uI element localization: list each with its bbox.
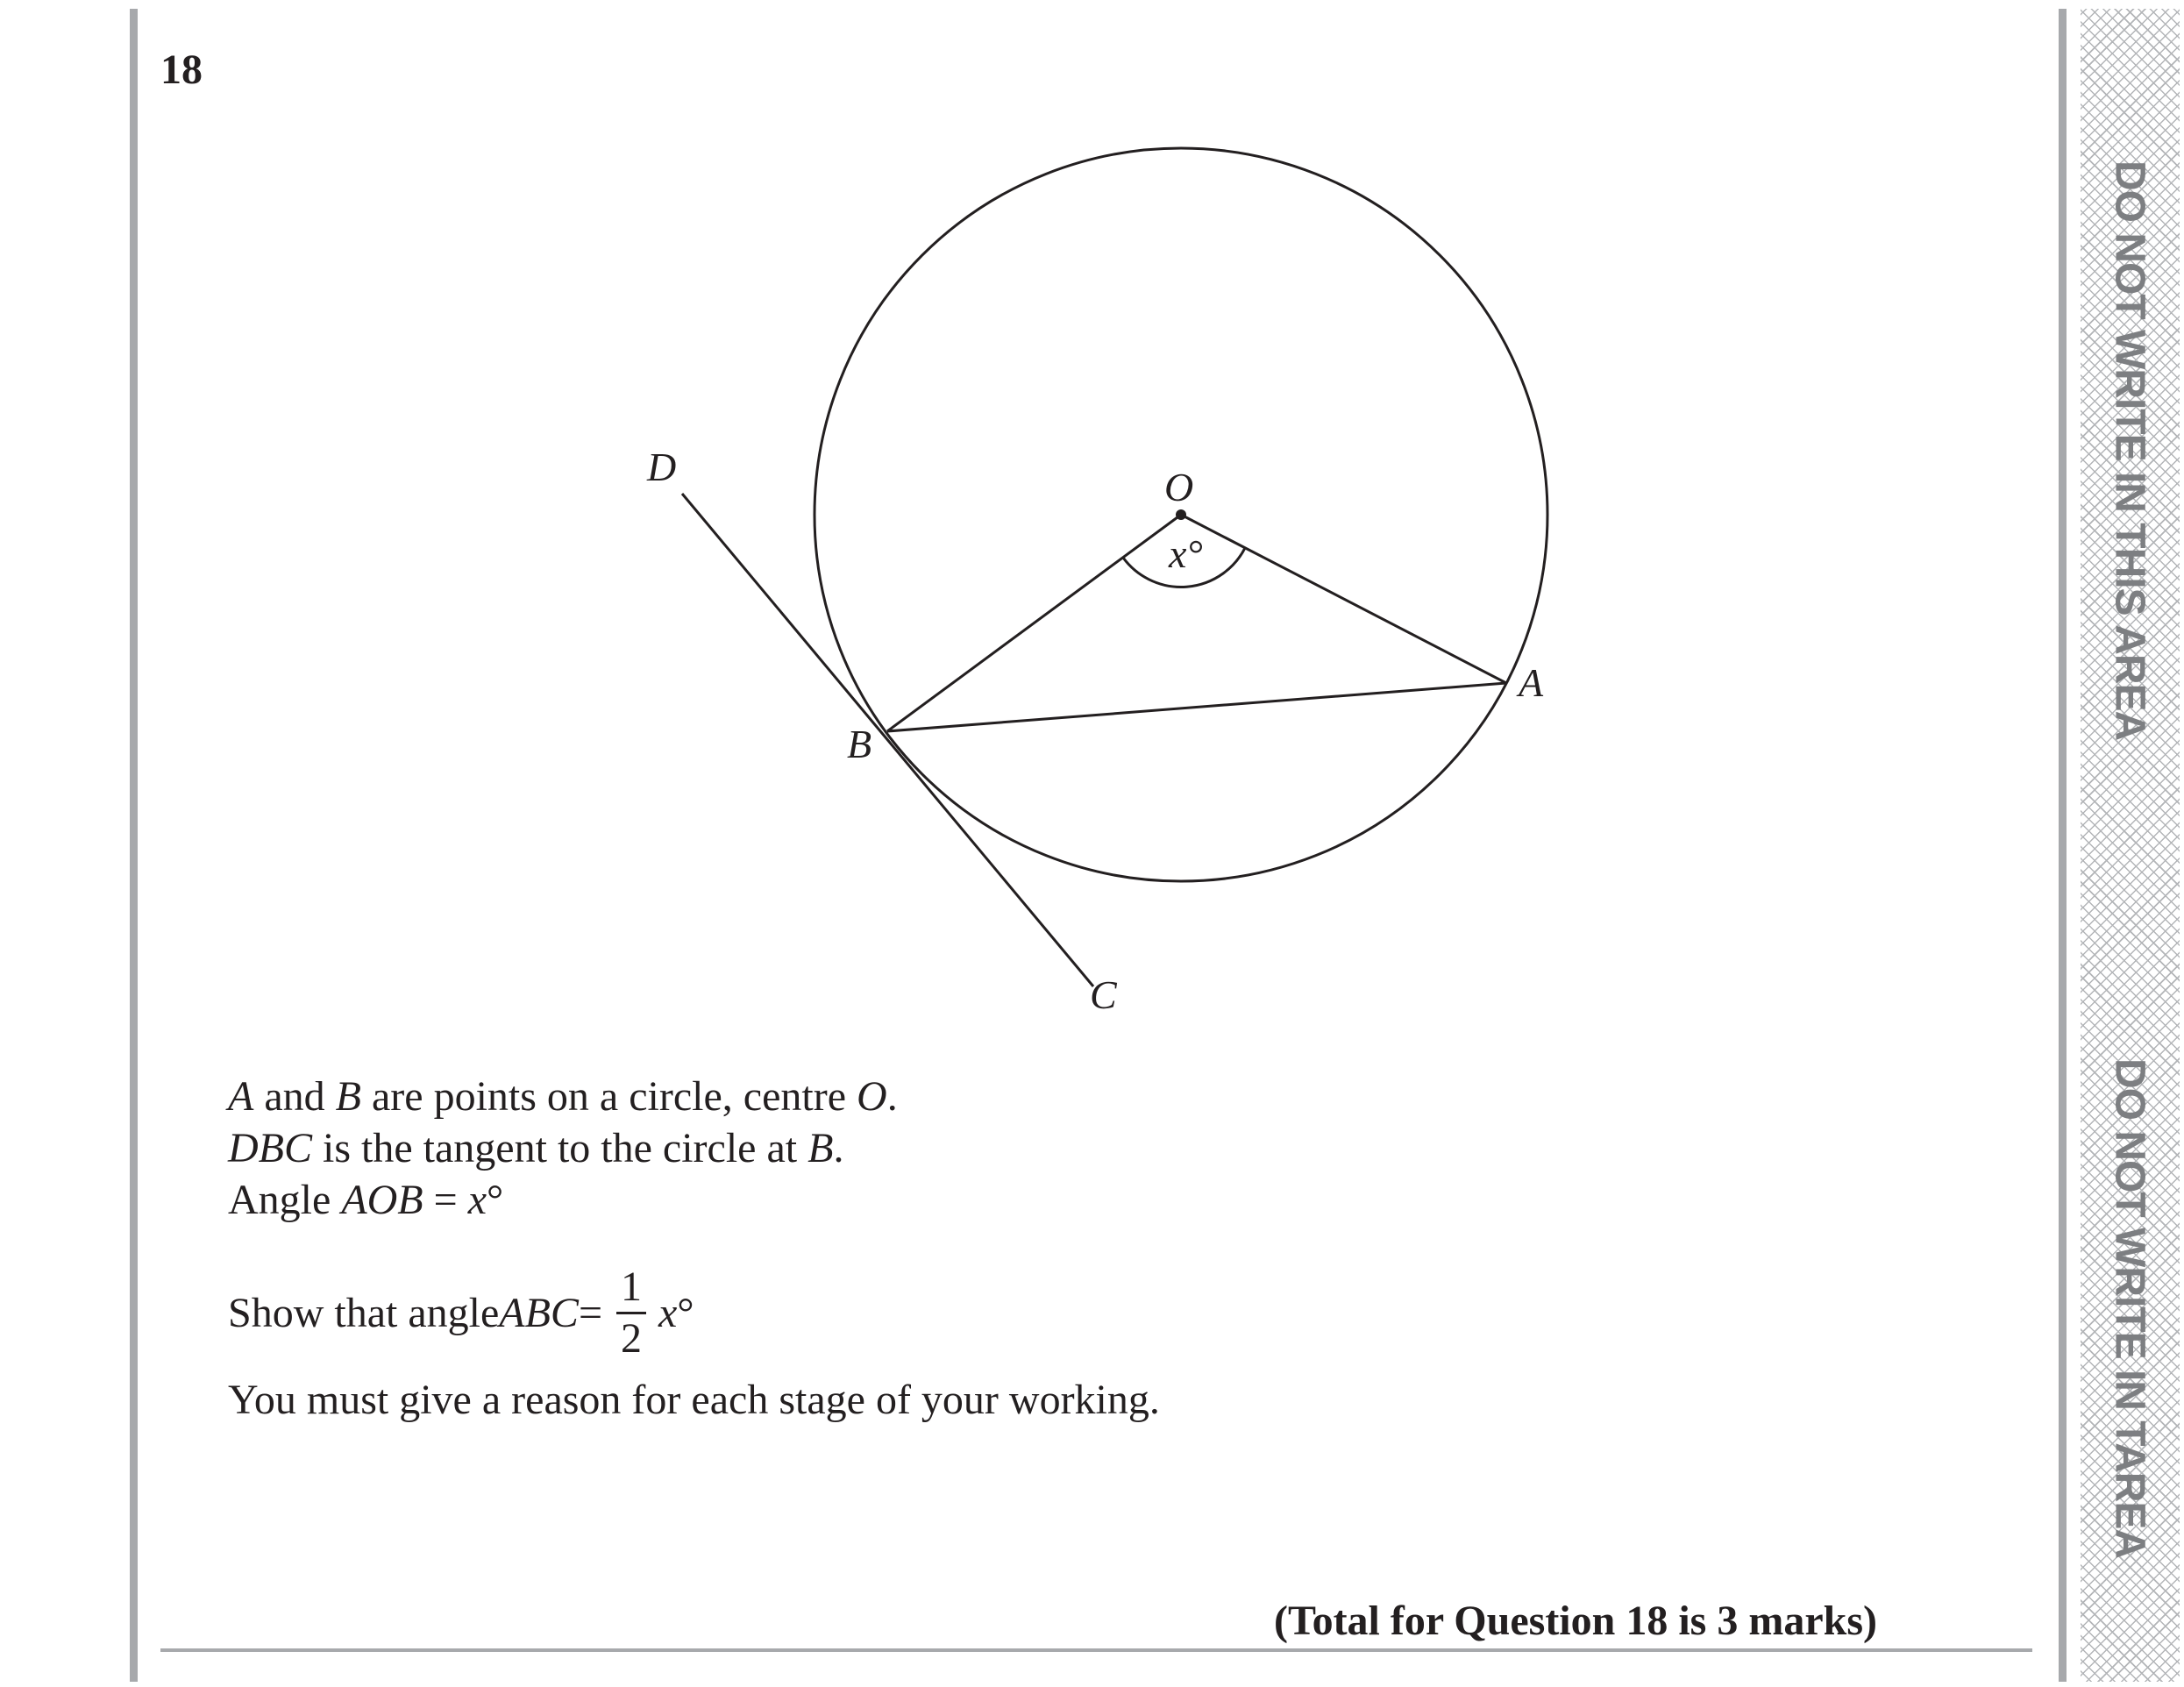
total-marks: (Total for Question 18 is 3 marks) — [1273, 1598, 1877, 1644]
tangent-line-dbc — [682, 494, 1093, 986]
margin-warning-top: DO NOT WRITE IN THIS AREA — [2106, 160, 2153, 741]
question-line-1: A and B are points on a circle, centre O. — [228, 1073, 898, 1120]
question-line-instruction: You must give a reason for each stage of your working. — [228, 1377, 1160, 1423]
question-line-show-that: Show that angle ABC = $\frac{1}{2}$ x ° — [228, 1263, 694, 1362]
fraction-one-half: $\frac{1}{2}$ — [616, 1263, 646, 1363]
question-line-2: DBC is the tangent to the circle at B. — [228, 1125, 844, 1171]
margin-warning-bottom: DO NOT WRITE IN TAREA — [2106, 1058, 2153, 1559]
question-number: 18 — [160, 46, 203, 93]
label-a: A — [1519, 660, 1544, 705]
radius-ob — [887, 515, 1181, 731]
label-d: D — [647, 445, 677, 489]
chord-ab — [887, 683, 1506, 731]
question-line-3: Angle AOB = x° — [228, 1177, 504, 1223]
centre-point — [1176, 509, 1186, 520]
answer-area-rule — [160, 1648, 2032, 1652]
label-c: C — [1090, 972, 1117, 1017]
label-b: B — [847, 722, 872, 766]
label-angle-x: x° — [1169, 531, 1203, 576]
radius-oa — [1181, 515, 1506, 683]
label-o: O — [1164, 465, 1194, 509]
